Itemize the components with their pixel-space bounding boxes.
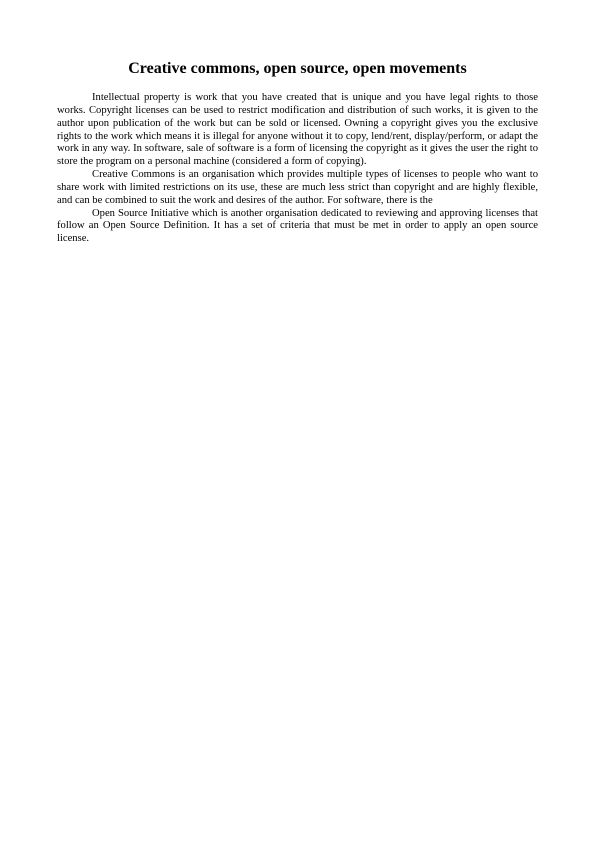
document-title: Creative commons, open source, open movements [128, 60, 467, 77]
paragraph-intellectual-property: Intellectual property is work that you have created that is unique and you have legal rights to those works. Copyright licenses can be used to restrict modification and distribution of such works, it is given to the author upon publication of the work but can be sold or licensed. Owning a copyright gives you the exclusive rights to the work which means it is illegal for anyone without it to copy, lend/rent, display/perform, or adapt the work in any way. In software, sale of software is a form of licensing the copyright as it gives the user the right to store the program on a personal machine (considered a form of copying). [57, 92, 538, 168]
paragraph-open-source-initiative: Open Source Initiative which is another organisation dedicated to reviewing and approving licenses that follow an Open Source Definition. It has a set of criteria that must be met in order to apply an open source license. [57, 207, 538, 245]
paragraph-creative-commons: Creative Commons is an organisation which provides multiple types of licenses to people who want to share work with limited restrictions on its use, these are much less strict than copyright and are highly flexible, and can be combined to suit the work and desires of the author. For software, there is the [57, 169, 538, 206]
document-body [57, 92, 538, 246]
